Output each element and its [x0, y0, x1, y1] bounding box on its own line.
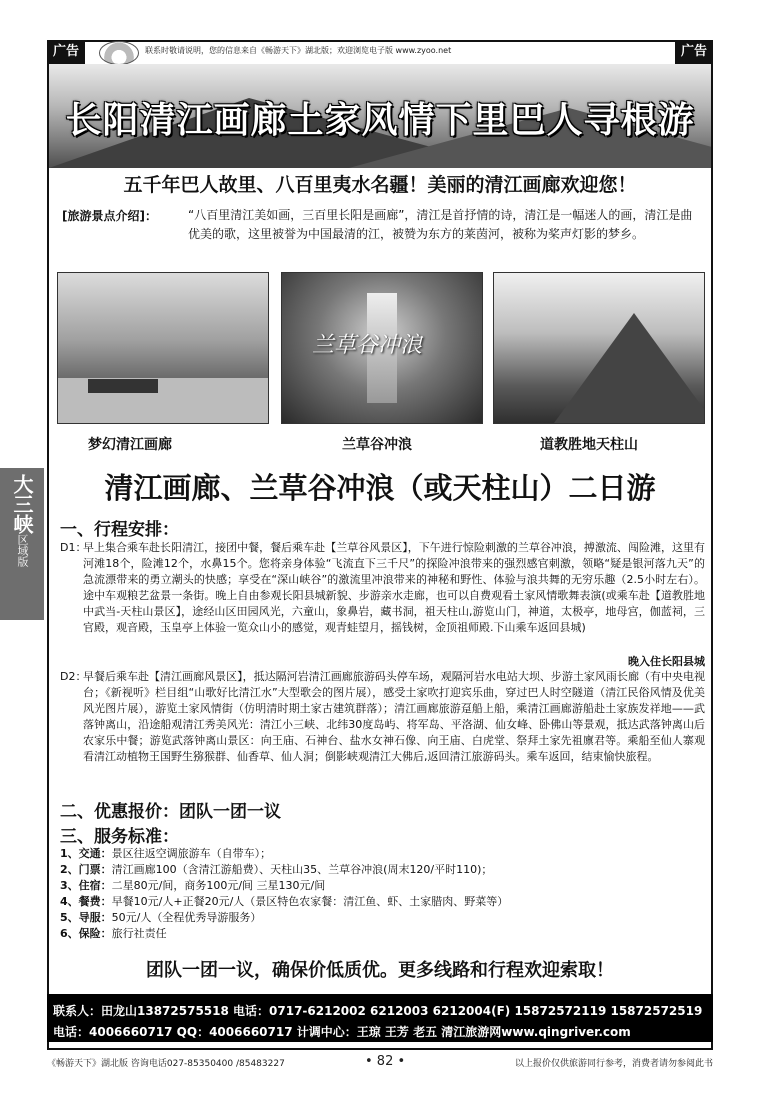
day2-text: 早餐后乘车赴【清江画廊风景区】，抵达隔河岩清江画廊旅游码头停车场，观隔河岩水电站大坝、步游土家风雨长廊（有中央电视台；《新视听》栏目组“山歌好比清江水”大型歌会的图片展），感受土家吹打迎宾乐曲，穿过巴人时空隧道（清江民俗风情及优美风光图片展），游览土家风情街（仿明清时期土家古建筑群落）；清江画廊旅游趸船上船，乘清江画廊游船赴土家族发祥地——武落钟离山，沿途船观清江秀美风光：清江小三峡、北纬30度岛屿、将军岛、平洛湖、仙女峰、卧佛山等景观，抵达武落钟离山后农家乐中餐；游览武落钟离山景区：向王庙、石神台、盐水女神石像、向王庙、白虎堂、祭拜土家先祖廪君等。乘船至仙人寨观看清江动植物王国野生猕猴群、仙香草、仙人洞；倒影峡观清江大佛后,返回清江旅游码头。乘车返回，结束愉快旅程。 [83, 670, 705, 763]
photo-qingjiang-gallery [57, 272, 269, 424]
side-tab-small: 区域版 [16, 534, 29, 567]
side-tab-big: 大三峡 [10, 474, 34, 534]
service-value: 清江画廊100（含清江游船费）、天柱山35、兰草谷冲浪(周末120/平时110)； [111, 863, 493, 876]
section-price-title: 二、优惠报价：团队一团一议 [60, 802, 281, 822]
intro-label: [旅游景点介绍]： [62, 209, 157, 223]
service-value: 旅行社责任 [111, 927, 167, 940]
photo-caption: 道教胜地天柱山 [540, 437, 638, 453]
service-key: 6、保险： [60, 927, 112, 940]
footer-right: 以上报价仅供旅游同行参考，消费者请勿参阅此书 [514, 1059, 713, 1069]
intro-paragraph: “八百里清江美如画，三百里长阳是画廊”，清江是首抒情的诗，清江是一幅迷人的画，清江是曲优美的歌，这里被誉为中国最清的江，被赞为东方的莱茵河，被称为桨声灯影的梦乡。 [188, 208, 693, 241]
contact-bar [47, 994, 713, 1042]
ad-label-right: 广告 [675, 40, 713, 64]
service-key: 5、导服： [60, 911, 112, 924]
section-service-title: 三、服务标准： [60, 827, 179, 847]
header-notice: 联系时敬请说明，您的信息来自《畅游天下》湖北版；欢迎浏览电子版 www.zyoo.net [145, 46, 452, 55]
page-footer [47, 1056, 713, 1072]
slogan: 五千年巴人故里、八百里夷水名疆！美丽的清江画廊欢迎您！ [123, 174, 637, 196]
photo-tianzhu-mountain [493, 272, 705, 424]
service-key: 3、住宿： [60, 879, 112, 892]
intro-text [188, 206, 698, 244]
day2-block [60, 669, 705, 765]
service-item [60, 894, 705, 910]
top-bar [47, 40, 713, 64]
footer-left: 《畅游天下》湖北版 咨询电话027-85350400 /85483227 [47, 1059, 285, 1069]
service-item [60, 910, 705, 926]
hero-banner [49, 64, 711, 168]
peak-shape [554, 313, 705, 423]
day1-text: 早上集合乘车赴长阳清江，接团中餐，餐后乘车赴【兰草谷风景区】，下午进行惊险刺激的兰草谷冲浪，搏激流、闯险滩，这里有河滩18个，险滩12个，水鼻15个。您将亲身体验“飞流直下三千尺”的探险冲浪带来的强烈感官刺激，领略“疑是银河落九天”的急流漂带来的勇立潮头的快感；享受在“深山峡谷”的激流里冲浪带来的神秘和野性、体验与浪共舞的无穷乐趣（2.5小时左右）。途中车观粮艺盆景一条街。晚上自由参观长阳县城新貌、步游亲水走廊，也可以自费观看土家风情歌舞表演(或乘车赴【道教胜地中武当-天柱山景区】，途经山区田园风光，六童山，象鼻岩，藏书洞，祖天柱山,游览山门，神道，太极亭，地母宫，伽蓝祠，三官殿，观音殿，玉皇亭上体验一览众山小的感觉，观青蛙望月，摇钱树，金顶祖师殿.下山乘车返回县城) [83, 541, 705, 634]
ad-label-left: 广告 [47, 40, 85, 64]
service-value: 50元/人（全程优秀导游服务） [111, 911, 262, 924]
service-key: 1、交通： [60, 847, 112, 860]
service-key: 2、门票： [60, 863, 112, 876]
service-value: 早餐10元/人+正餐20元/人（景区特色农家餐：清江鱼、虾、土家腊肉、野菜等） [111, 895, 509, 908]
service-key: 4、餐费： [60, 895, 112, 908]
day1-label: D1： [60, 541, 87, 554]
boat-shape [88, 379, 158, 393]
service-item [60, 846, 705, 862]
day2-label: D2： [60, 670, 87, 683]
contact-line-2: 电话：4006660717 QQ：4006660717 计调中心：王琼 王芳 老五 清江旅游网www.qingriver.com [53, 1025, 631, 1039]
route-title: 清江画廊、兰草谷冲浪（或天柱山）二日游 [104, 471, 656, 505]
service-item [60, 878, 705, 894]
day1-block [60, 540, 705, 636]
side-region-tab [0, 468, 44, 620]
hero-title: 长阳清江画廊土家风情下里巴人寻根游 [65, 100, 695, 141]
photo-caption: 兰草谷冲浪 [342, 437, 412, 453]
closing-slogan: 团队一团一议，确保价低质优。更多线路和行程欢迎索取！ [146, 960, 614, 981]
section-itinerary-title: 一、行程安排： [60, 520, 179, 540]
photo-overlay-text: 兰草谷冲浪 [312, 333, 423, 358]
magazine-logo [99, 41, 139, 65]
service-item [60, 926, 705, 942]
photo-lancaogu-rafting [281, 272, 483, 424]
page-number: • 82 • [365, 1054, 406, 1069]
day1-stay: 晚入住长阳县城 [628, 655, 705, 668]
contact-line-1: 联系人：田龙山13872575518 电话：0717-6212002 6212003 6212004(F) 15872572119 15872572519 [53, 1004, 703, 1018]
service-value: 景区往返空调旅游车（自带车）； [111, 847, 272, 860]
service-item [60, 862, 705, 878]
service-value: 二星80元/间，商务100元/间 三星130元/间 [111, 879, 326, 892]
service-list [60, 846, 705, 942]
photo-caption: 梦幻清江画廊 [88, 437, 172, 453]
